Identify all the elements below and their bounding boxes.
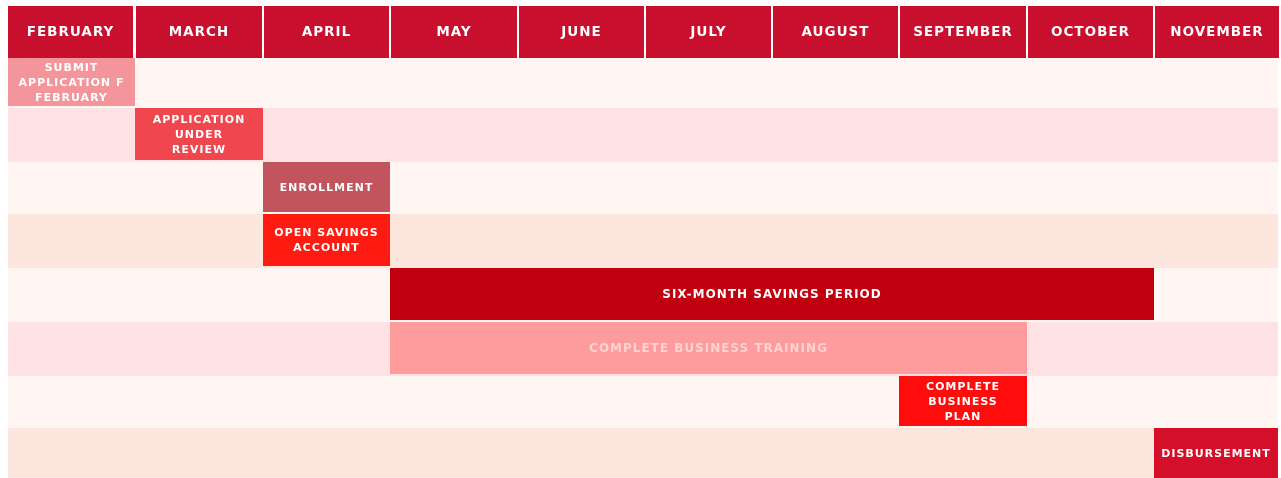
task-label-line: SIX-MONTH SAVINGS PERIOD (662, 286, 882, 301)
task-label-line: ACCOUNT (293, 241, 360, 254)
task-label-line: APPLICATION (152, 112, 246, 126)
task-label-line: COMPLETE (926, 379, 1000, 393)
task-label (274, 225, 378, 255)
task-label-line: SUBMIT (44, 60, 99, 74)
month-header-july: JULY (646, 6, 771, 58)
month-header-august: AUGUST (773, 6, 898, 58)
task-label (662, 287, 881, 302)
month-header-april: APRIL (264, 6, 389, 58)
task-open-savings-account (263, 214, 390, 266)
row-band (8, 162, 1278, 214)
task-complete-business-training (390, 322, 1027, 374)
task-application-under-review (135, 108, 263, 160)
task-label-line: DISBURSEMENT (1161, 446, 1271, 460)
month-header-june: JUNE (519, 6, 644, 58)
task-label-line: UNDER (174, 127, 224, 141)
task-label (19, 60, 125, 105)
task-label-line: REVIEW (171, 142, 227, 156)
task-label-line: APPLICATION F (18, 75, 125, 89)
row-band (8, 214, 1278, 268)
task-label (926, 379, 1000, 424)
month-header-october: OCTOBER (1028, 6, 1153, 58)
task-enrollment (263, 162, 390, 212)
task-label-line: COMPLETE BUSINESS TRAINING (589, 340, 828, 355)
task-label (1161, 446, 1271, 461)
task-label (589, 341, 828, 356)
task-six-month-savings-period (390, 268, 1154, 320)
task-label-line: BUSINESS (928, 394, 998, 408)
task-label-line: ENROLLMENT (279, 180, 374, 194)
row-band (8, 428, 1278, 478)
task-label-line: OPEN SAVINGS (274, 226, 379, 239)
month-header-may: MAY (391, 6, 517, 58)
row-band (8, 376, 1278, 428)
month-header-march: MARCH (136, 6, 262, 58)
task-label (280, 180, 374, 195)
row-band (8, 58, 1278, 108)
month-header-february: FEBRUARY (8, 6, 133, 58)
month-header-november: NOVEMBER (1155, 6, 1279, 58)
month-header-september: SEPTEMBER (900, 6, 1026, 58)
task-label (153, 112, 246, 157)
task-disbursement (1154, 428, 1278, 478)
task-label-line: FEBRUARY (35, 90, 108, 104)
task-label-line: PLAN (944, 409, 982, 423)
task-complete-business-plan (899, 376, 1027, 426)
task-submit-application (8, 58, 135, 106)
